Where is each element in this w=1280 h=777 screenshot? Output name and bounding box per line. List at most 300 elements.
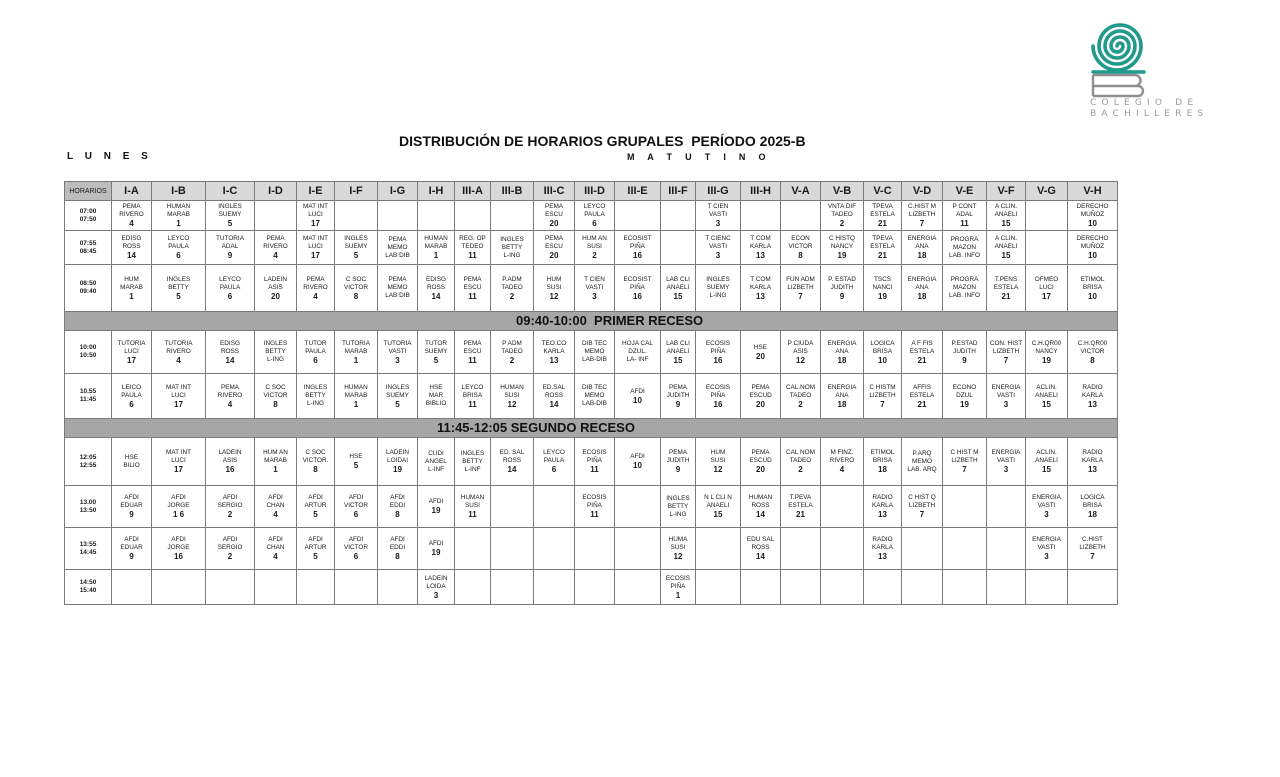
schedule-cell [821,331,864,374]
schedule-cell [575,265,615,312]
cell-line: JUDITH [666,391,690,399]
cell-line: P.ESTAD [951,339,978,347]
cell-line: KARLA [1082,457,1103,464]
cell-line: RIVERO [829,457,855,464]
cell-room-number: 1 [129,291,134,301]
schedule-cell [378,231,418,265]
cell-room-number: 4 [227,399,233,409]
time-label: 12:55 [79,461,97,469]
cell-line: AFDI [268,494,283,501]
schedule-cell [987,201,1026,231]
cell-line: C SOC [305,449,326,456]
cell-line: BILIO [123,461,140,469]
schedule-cell [864,438,902,486]
cell-line: PIÑA [670,582,686,590]
cell-room-number: 15 [1042,465,1051,474]
schedule-cell [781,570,821,605]
schedule-cell [112,486,152,528]
cell-line: MARAB [120,283,143,291]
time-label: 07:55 [79,239,97,247]
schedule-cell [661,570,696,605]
schedule-cell [206,528,255,570]
schedule-cell [741,231,781,265]
cell-room-number: 6 [129,399,134,409]
cell-line: ARTUR [304,502,327,509]
time-slot [65,265,112,312]
break-label: 09:40-10:00 PRIMER RECESO [516,313,704,328]
cell-line: NANCY [1035,347,1058,355]
cell-line: MARAB [264,457,287,464]
schedule-cell [297,528,335,570]
cell-line: ANAELI [994,211,1018,218]
cell-line: TSCS [873,275,892,283]
cell-line: KARLA [1082,391,1103,399]
cell-line: ECOSIS [705,339,731,347]
cell-line: PIÑA [630,243,645,250]
schedule-cell [575,331,615,374]
cell-room-number: 6 [592,219,597,228]
cell-line: SUSI [546,283,562,291]
cell-line: P CONT [952,203,977,210]
cell-line: LEYCO [167,235,190,242]
schedule-cell [534,438,575,486]
schedule-cell [491,231,534,265]
cell-line: T COM [750,235,771,242]
cell-line: LIZBETH [1079,544,1106,551]
cell-line: ESTELA [870,211,895,218]
schedule-cell [615,265,661,312]
schedule-cell [661,374,696,419]
cell-room-number: 3 [433,590,439,600]
cell-line: ANAELI [706,502,730,509]
cell-room-number: 4 [273,510,278,519]
cell-line: PEMA [668,383,688,391]
cell-line: DZUL. [628,348,647,355]
cell-line: HUMA [668,536,688,543]
group-header: V-B [821,182,864,201]
cell-line: RADIO [872,536,893,543]
schedule-cell [378,570,418,605]
time-slot [65,231,112,265]
cell-room-number: 13 [756,291,765,301]
schedule-cell [1068,374,1118,419]
cell-room-number: 18 [837,399,847,409]
cell-line: C HIST Q [908,494,936,501]
cell-line: OFMEO [1034,275,1059,283]
cell-line: TUTORIA [164,339,193,347]
schedule-cell [821,486,864,528]
time-slot [65,486,112,528]
schedule-body [65,201,1118,605]
cell-line: BETTY [168,283,189,291]
cell-line: N L CLI N [704,494,732,501]
schedule-cell [1068,201,1118,231]
cell-room-number: 16 [225,465,235,474]
cell-line: ADAL [221,243,239,250]
cell-line: AFDI [428,498,444,505]
cell-line: BRISA [462,391,483,399]
schedule-cell [821,528,864,570]
cell-line: ECOSIS [705,383,731,391]
cell-line: ENERGIA [907,235,937,242]
cell-line: L-INF [428,465,444,473]
cell-line: INGLES [385,383,410,391]
schedule-cell [902,374,943,419]
group-header: V-C [864,182,902,201]
cell-room-number: 2 [592,251,597,260]
cell-room-number: 6 [176,251,181,260]
schedule-cell [378,331,418,374]
cell-line: ESTELA [870,243,895,250]
schedule-cell [781,374,821,419]
cell-room-number: 1 [433,251,439,260]
schedule-cell [864,331,902,374]
cell-line: MAT INT [303,203,328,210]
time-row [65,438,1118,486]
cell-line: PROGRA [950,276,979,283]
cell-line: ECOSIS [582,494,607,501]
horarios-header: HORARIOS [65,182,112,201]
cell-room-number: 10 [633,461,642,470]
schedule-cell [1068,528,1118,570]
cell-room-number: 20 [756,399,765,409]
schedule-cell [378,201,418,231]
schedule-cell [1026,486,1068,528]
cell-room-number: 1 6 [172,510,185,519]
schedule-cell [418,231,455,265]
schedule-cell [378,438,418,486]
cell-line: P.ARQ [912,449,932,457]
cell-line: LEYCO [543,449,565,456]
schedule-cell [112,570,152,605]
cell-line: VICTOR [343,283,369,291]
cell-room-number: 7 [1090,552,1095,561]
schedule-cell [152,201,206,231]
schedule-cell [696,486,741,528]
schedule-cell [534,486,575,528]
group-header: I-B [152,182,206,201]
schedule-cell [615,438,661,486]
cell-line: HUMAN [344,383,368,391]
cell-line: CAL.NOM [785,383,816,391]
page-title: DISTRIBUCIÓN DE HORARIOS GRUPALES PERÍODO 2025-B [399,133,806,149]
cell-line: MARAB [167,211,190,218]
schedule-cell [455,265,491,312]
cell-line: LEYCO [219,275,241,283]
cell-line: RIVERO [119,211,144,218]
schedule-cell [696,438,741,486]
cell-line: MAZON [952,284,977,291]
cell-room-number: 12 [549,291,559,301]
cell-line: MEMO [584,392,605,399]
cell-line: BETTY [667,502,689,510]
schedule-cell [943,438,987,486]
schedule-cell [335,486,378,528]
cell-line: AFDI [222,536,238,543]
cell-line: RIVERO [217,391,243,399]
schedule-cell [335,528,378,570]
cell-room-number: 12 [507,399,517,409]
cell-line: RADIO [872,494,893,501]
cell-line: SUEMY [424,347,448,355]
cell-line: ECON [791,235,810,242]
cell-line: L-INF [464,465,481,473]
cell-line: HUM [710,449,726,456]
schedule-cell [615,374,661,419]
schedule-cell [864,528,902,570]
schedule-cell [297,265,335,312]
schedule-cell [864,486,902,528]
schedule-cell [152,570,206,605]
cell-line: PEMA [122,203,141,210]
cell-room-number: 14 [127,251,136,260]
cell-line: P.ADM [502,275,522,283]
schedule-cell [864,231,902,265]
cell-line: C HISTM [869,383,896,391]
schedule-cell [696,374,741,419]
cell-line: MAT INT [303,235,328,242]
schedule-cell [418,528,455,570]
schedule-cell [575,231,615,265]
cell-line: SUEMY [344,243,368,250]
cell-room-number: 1 [176,219,181,228]
group-header: III-F [661,182,696,201]
cell-line: AFDI [630,387,645,395]
cell-room-number: 6 [353,510,359,519]
cell-line: SUEMY [386,391,409,399]
cell-line: LIZBETH [908,502,936,509]
break-cell [65,419,1118,438]
schedule-cell [615,201,661,231]
cell-room-number: 16 [174,552,183,561]
schedule-cell [943,265,987,312]
time-row [65,231,1118,265]
cell-line: MEMO [387,243,408,251]
cell-line: BRISA [1082,283,1103,291]
cell-line: SUSI [504,391,520,399]
group-header: V-E [943,182,987,201]
cell-room-number: 4 [839,465,845,474]
schedule-cell [864,201,902,231]
cell-room-number: 5 [395,399,400,409]
cell-line: DIB TEC [581,384,608,391]
cell-line: VASTI [585,283,604,291]
group-header: V-H [1068,182,1118,201]
cell-room-number: 17 [1042,291,1051,301]
cell-line: PEMA [463,275,482,283]
cell-line: HUMAN [424,235,448,242]
day-label: L U N E S [67,151,153,162]
cell-line: SUEMY [218,211,242,218]
schedule-cell [1026,201,1068,231]
cell-room-number: 21 [917,399,927,409]
schedule-cell [661,486,696,528]
schedule-cell [661,265,696,312]
cell-line: ETIMOL [870,449,895,456]
schedule-cell [781,331,821,374]
cell-line: LIZBETH [992,347,1020,355]
cell-line: INGLES [344,235,368,242]
cell-line: LADEIN [424,574,448,582]
cell-line: REG. OP [459,235,486,242]
schedule-cell [297,438,335,486]
schedule-cell [112,438,152,486]
time-row [65,331,1118,374]
schedule-cell [378,528,418,570]
schedule-cell [255,438,297,486]
logo-name-line2: BACHILLERES [1090,109,1209,119]
cell-room-number: 19 [960,399,969,409]
cell-line: VICTOR [1080,347,1105,355]
cell-room-number: 11 [960,219,969,228]
cell-line: ECOSIST [623,235,652,242]
cell-line: LAB DIB [385,251,410,259]
cell-room-number: 12 [673,552,683,561]
cell-line: T CIENC [705,235,731,242]
cell-line: CHAN [266,544,285,551]
schedule-cell [255,231,297,265]
cell-line: PEMA [388,276,407,283]
cell-room-number: 18 [878,465,887,474]
cell-room-number: 14 [225,355,235,365]
cell-line: TADEO [501,283,523,291]
break-row [65,419,1118,438]
cell-room-number: 1 [353,399,359,409]
schedule-cell [696,570,741,605]
cell-line: ROSS [544,391,564,399]
schedule-cell [987,231,1026,265]
cell-room-number: 9 [227,251,233,260]
cell-line: LUCI [171,391,186,399]
schedule-cell [491,374,534,419]
cell-room-number: 6 [551,465,557,474]
cell-line: INGLES [303,384,328,391]
cell-room-number: 2 [227,552,233,561]
cell-line: PAULA [168,243,189,250]
time-label: 07:50 [79,215,97,223]
cell-room-number: 13 [1088,465,1097,474]
cell-room-number: 5 [433,355,439,365]
cell-line: PIÑA [710,391,726,399]
cell-line: LAB CLI [666,275,690,283]
cell-room-number: 19 [1042,355,1051,365]
time-row [65,528,1118,570]
cell-line: MAR [428,392,444,399]
cell-line: LAB-DIB [582,356,607,363]
cell-line: EDDI [389,502,406,509]
time-slot [65,570,112,605]
cell-line: ECOSIS [582,449,607,456]
cell-room-number: 18 [917,291,927,301]
cell-line: C HISTQ [829,235,855,242]
schedule-cell [335,231,378,265]
time-label: 14:45 [79,548,97,556]
cell-line: MUÑOZ [1080,243,1105,250]
schedule-cell [821,231,864,265]
time-label: 12:05 [79,453,97,461]
group-header-row [65,182,1118,201]
cell-line: MAT INT [166,383,191,391]
schedule-cell [741,201,781,231]
schedule-cell [943,201,987,231]
cell-line: TPEVA [872,235,893,242]
cell-line: L-ING [306,400,325,407]
schedule-cell [255,374,297,419]
cell-line: CAL NOM [786,449,815,456]
cell-line: MAT INT [166,449,191,456]
cell-line: PEMA [266,235,285,242]
schedule-cell [297,486,335,528]
cell-line: C SOC [265,383,286,391]
schedule-cell [821,374,864,419]
cell-line: PEMA [544,235,564,242]
cell-line: ANAELI [666,347,690,355]
cell-line: MEMO [387,284,408,291]
schedule-cell [987,331,1026,374]
cell-line: LOGICA [1080,494,1105,501]
cell-room-number: 20 [549,251,559,260]
cell-line: TADEO [789,391,812,399]
schedule-cell [987,486,1026,528]
cell-room-number: 16 [633,251,642,260]
schedule-cell [152,331,206,374]
cell-room-number: 13 [878,510,887,519]
cell-room-number: 8 [1090,355,1095,365]
cell-room-number: 9 [839,291,845,301]
schedule-cell [1068,438,1118,486]
cell-room-number: 11 [468,355,477,365]
shift-label: M A T U T I N O [627,152,771,162]
cell-room-number: 2 [509,355,515,365]
cell-line: LOIDA [426,582,446,590]
cell-line: BETTY [305,392,326,399]
schedule-cell [152,486,206,528]
time-row [65,570,1118,605]
cell-line: P. ESTAD [828,275,856,283]
cell-room-number: 21 [878,219,887,228]
cell-line: AFDI [222,494,238,501]
cell-room-number: 14 [549,399,559,409]
schedule-cell [418,265,455,312]
schedule-cell [534,331,575,374]
group-header: I-A [112,182,152,201]
schedule-cell [1026,265,1068,312]
cell-line: A CLIN. [994,235,1018,242]
cell-room-number: 17 [127,355,136,365]
cell-room-number: 3 [1003,465,1009,474]
schedule-cell [255,331,297,374]
schedule-cell [864,265,902,312]
cell-room-number: 11 [468,510,477,519]
cell-line: ROSS [426,283,446,291]
cell-line: AFDI [390,536,405,543]
schedule-cell [1068,231,1118,265]
schedule-cell [112,331,152,374]
schedule-cell [661,438,696,486]
schedule-cell [987,265,1026,312]
schedule-cell [615,231,661,265]
cell-line: JORGE [167,544,190,551]
cell-room-number: 14 [431,291,441,301]
cell-line: L-ING [669,510,687,518]
schedule-cell [455,201,491,231]
schedule-cell [491,486,534,528]
schedule-cell [491,438,534,486]
cell-room-number: 16 [633,291,642,301]
cell-line: AFDI [348,494,364,501]
cell-room-number: 14 [756,552,765,561]
schedule-cell [1068,570,1118,605]
